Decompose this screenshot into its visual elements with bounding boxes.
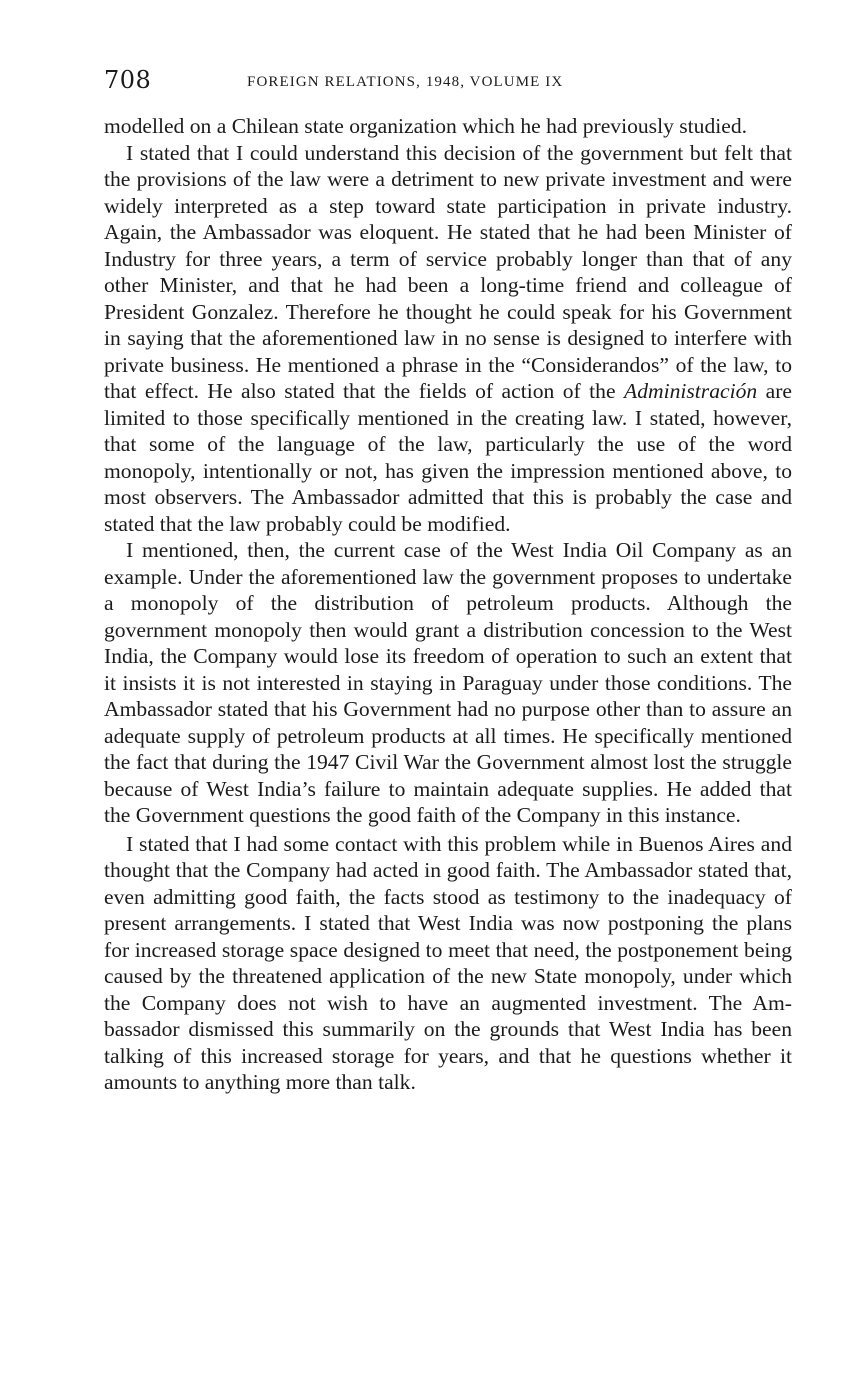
italic-term: Administración	[624, 379, 758, 403]
paragraph-text: I mentioned, then, the current case of the West India Oil Company as an example. Under the aforementioned law the government proposes to undertake a monopoly of the distribution of petroleum products. Although the government monopoly then would grant a distribution concession to the West India, the Company would lose its freedom of operation to such an extent that it insists it is not interested in staying in Paraguay under those conditions. The Ambassador stated that his Government had no purpose other than to assure an adequate supply of petroleum products at all times. He specifically mentioned the fact that during the 1947 Civil War the Government almost lost the struggle because of West India’s failure to maintain adequate supplies. He added that the Government questions the good faith of the Company in this instance.	[104, 538, 792, 827]
paragraph	[104, 537, 792, 829]
running-title: FOREIGN RELATIONS, 1948, VOLUME IX	[247, 74, 564, 90]
paragraph-text: are limited to those specifically mentioned in the creating law. I stated, however, that some of the language of the law, particularly the use of the word monopoly, intentionally or not, has given the impression mentioned above, to most observers. The Ambassador admitted that this is probably the case and stated that the law probably could be modified.	[104, 379, 793, 536]
document-body	[104, 113, 792, 1096]
paragraph-continuation	[104, 113, 792, 140]
paragraph-text: modelled on a Chilean state organization which he had previously studied.	[104, 114, 748, 138]
paragraph-text: I stated that I had some contact with this problem while in Buenos Aires and thought that the Company had acted in good faith. The Ambassador stated that, even admitting good faith, the facts stood as testimony to the inadequacy of present arrangements. I stated that West India was now postponing the plans for increased storage space designed to meet that need, the postponement being caused by the threatened application of the new State monopoly, under which the Company does not wish to have an augmented investment. The Ambassador dismissed this summarily on the grounds that West India has been talking of this increased storage for years, and that he questions whether it amounts to anything more than talk.	[104, 831, 792, 1094]
paragraph	[104, 831, 792, 1096]
page-number: 708	[104, 66, 152, 94]
paragraph-text: I stated that I could understand this decision of the government but felt that the provisions of the law were a detriment to new private investment and were widely interpreted as a step toward state participation in private industry. Again, the Ambassador was eloquent. He stated that he had been Minister of Industry for three years, a term of service probably longer than that of any other Minister, and that he had been a long-time friend and colleague of President Gonzalez. Therefore he thought he could speak for his Government in saying that the aforementioned law in no sense is designed to interfere with private business. He mentioned a phrase in the “Considerandos” of the law, to that effect. He also stated that the fields of action of the	[104, 140, 792, 403]
page-header	[104, 66, 794, 96]
paragraph	[104, 140, 792, 538]
